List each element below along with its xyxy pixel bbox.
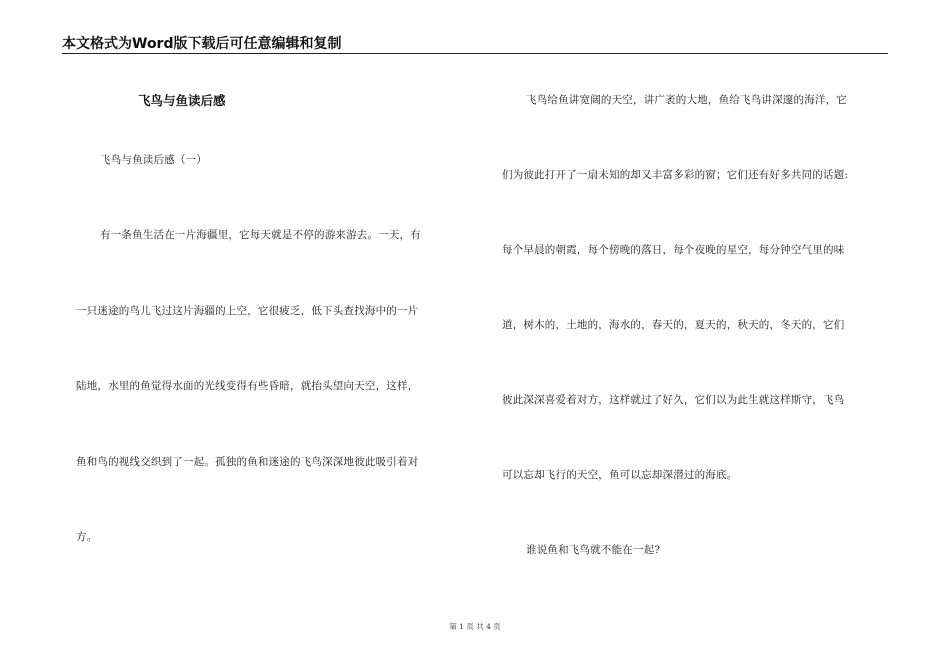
page-number: 第 1 页 共 4 页 bbox=[449, 622, 501, 631]
text-line: 们为彼此打开了一扇未知的却又丰富多彩的窗；它们还有好多共同的话题: bbox=[502, 169, 849, 181]
text-line: 方。 bbox=[76, 531, 98, 543]
text-line: 彼此深深喜爱着对方，这样就过了好久，它们以为此生就这样斯守，飞鸟 bbox=[502, 394, 845, 406]
right-column bbox=[502, 0, 892, 672]
text-line: 有一条鱼生活在一片海疆里，它每天就是不停的游来游去。一天，有 bbox=[100, 229, 421, 241]
text-line: 飞鸟给鱼讲宽阔的天空，讲广袤的大地，鱼给飞鸟讲深邃的海洋，它 bbox=[526, 94, 847, 106]
text-line: 可以忘却飞行的天空，鱼可以忘却深潜过的海底。 bbox=[502, 469, 738, 481]
text-line: 陆地，水里的鱼觉得水面的光线变得有些昏暗，就抬头望向天空，这样， bbox=[76, 380, 419, 392]
subtitle-line: 飞鸟与鱼读后感（一） bbox=[100, 154, 207, 166]
text-line: 一只迷途的鸟儿飞过这片海疆的上空，它很疲乏，低下头查找海中的一片 bbox=[76, 305, 419, 317]
document-title: 飞鸟与鱼读后感 bbox=[138, 93, 226, 108]
header-text: 本文格式为Word版下载后可任意编辑和复制 bbox=[62, 36, 342, 52]
text-line: 道，树木的，土地的，海水的，春天的，夏天的，秋天的，冬天的，它们 bbox=[502, 319, 845, 331]
text-line: 鱼和鸟的视线交织到了一起。孤独的鱼和迷途的飞鸟深深地彼此吸引着对 bbox=[76, 456, 419, 468]
text-line: 每个早晨的朝霞，每个傍晚的落日，每个夜晚的星空，每分钟空气里的味 bbox=[502, 244, 845, 256]
text-line: 谁说鱼和飞鸟就不能在一起? bbox=[526, 544, 661, 556]
left-column bbox=[76, 0, 466, 672]
